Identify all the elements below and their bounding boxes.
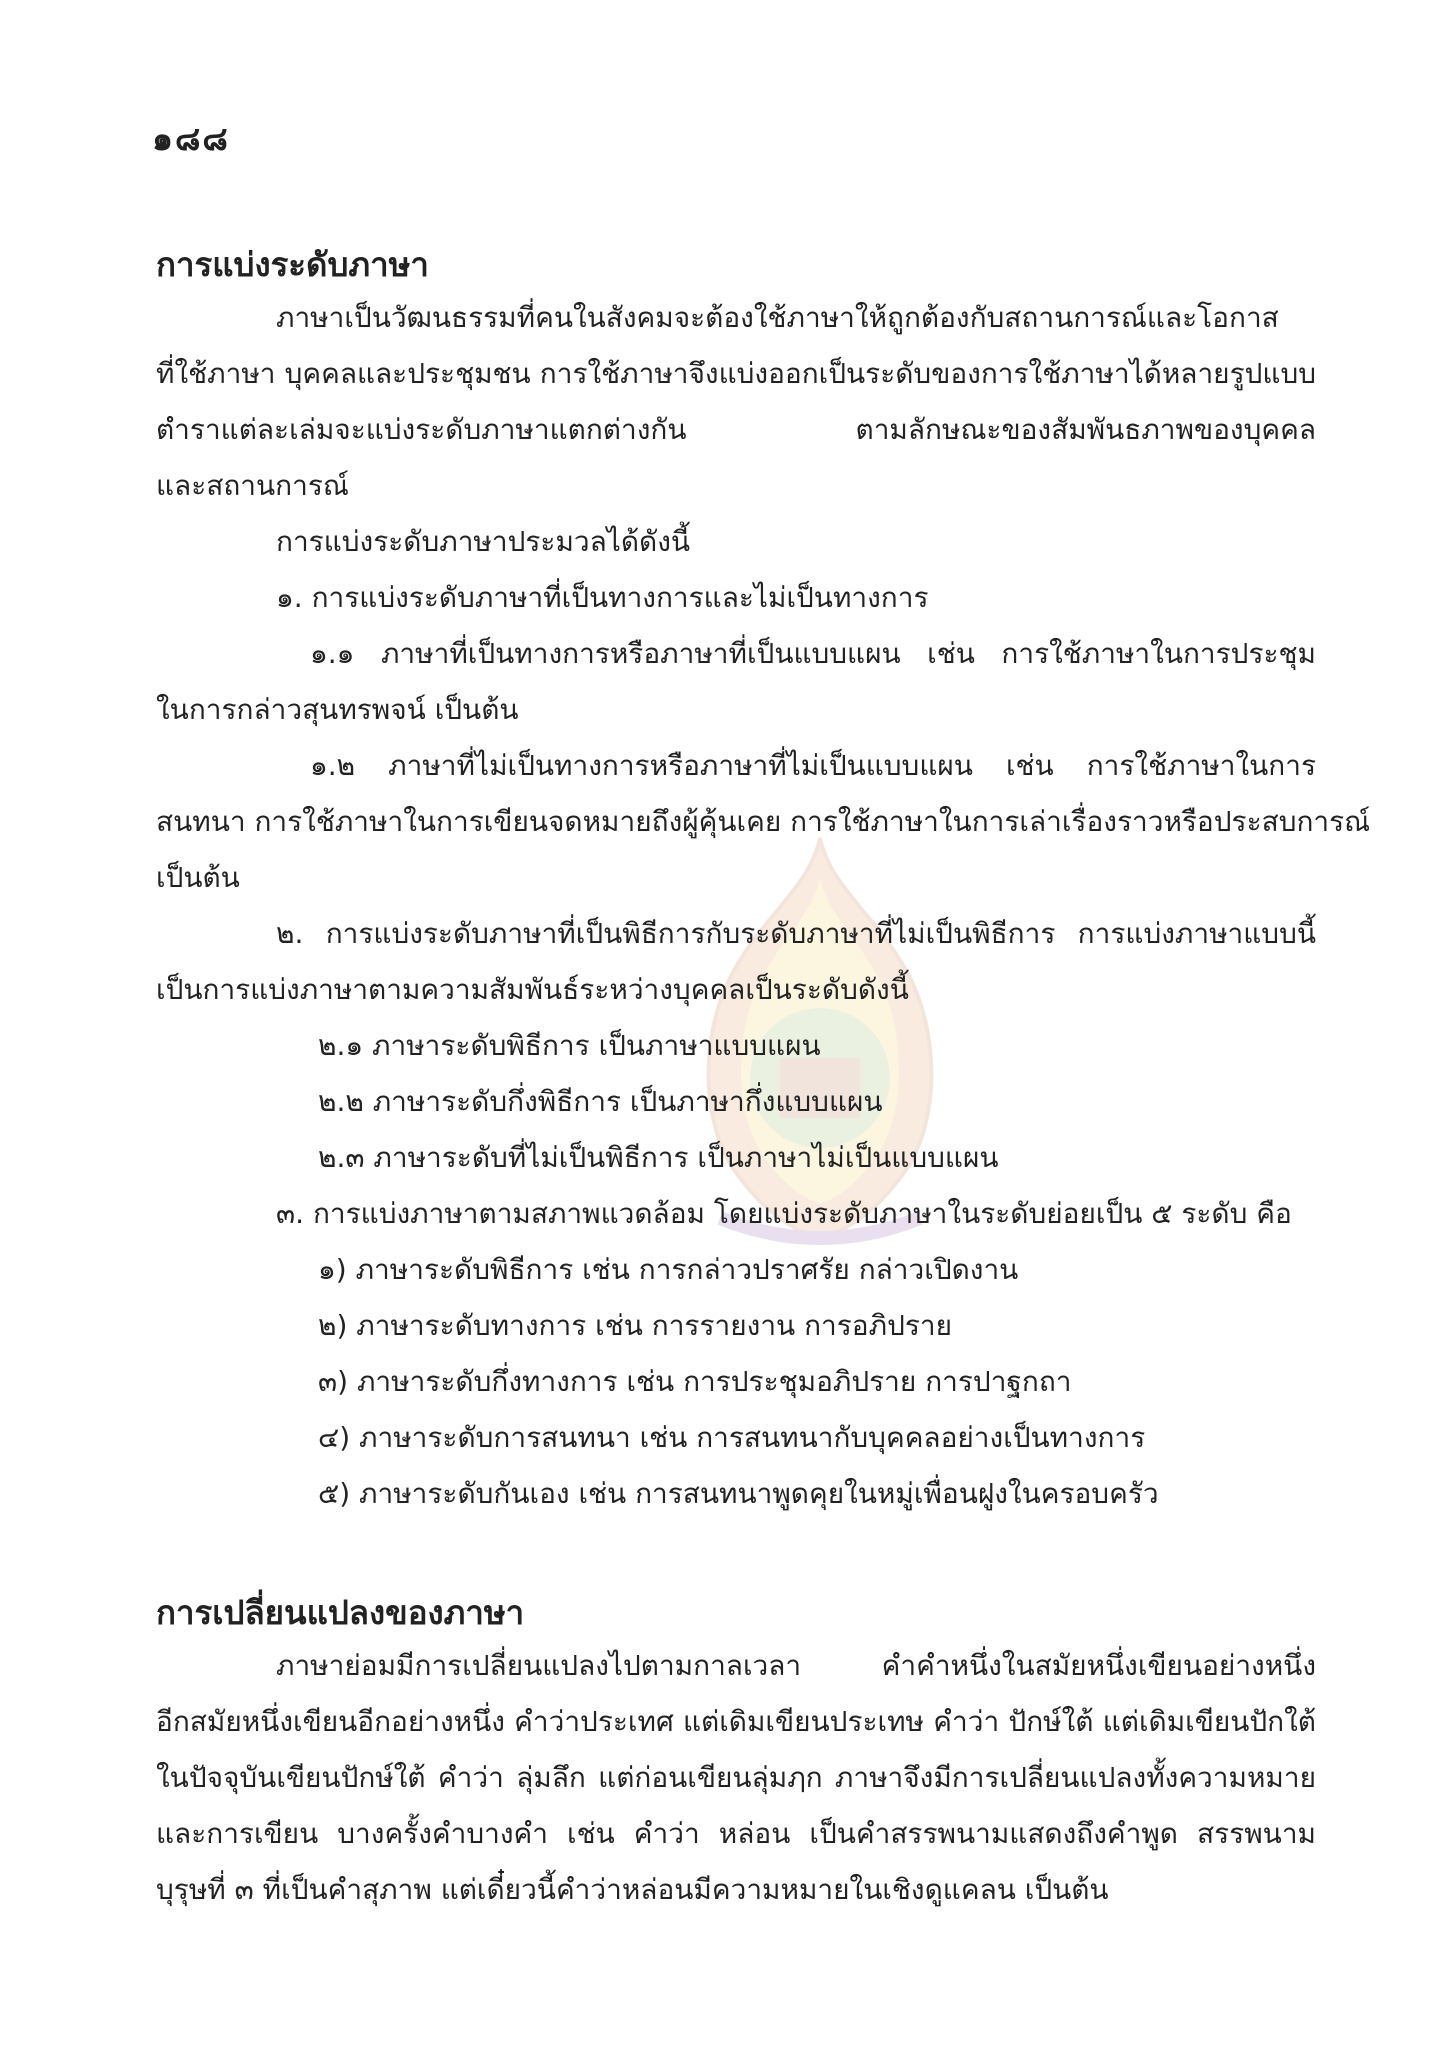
- sub-list-item: ๓) ภาษาระดับกึ่งทางการ เช่น การประชุมอภิปราย การปาฐกถา: [318, 1365, 1072, 1398]
- list-item-continuation: เป็นการแบ่งภาษาตามความสัมพันธ์ระหว่างบุคคลเป็นระดับดังนี้: [156, 973, 909, 1006]
- list-item: ๒. การแบ่งระดับภาษาที่เป็นพิธีการกับระดับภาษาที่ไม่เป็นพิธีการ การแบ่งภาษาแบบนี้: [276, 917, 1316, 950]
- section-heading-language-change: การเปลี่ยนแปลงของภาษา: [156, 1593, 525, 1632]
- section-heading-language-levels: การแบ่งระดับภาษา: [156, 245, 429, 284]
- list-item-continuation: สนทนา การใช้ภาษาในการเขียนจดหมายถึงผู้คุ้นเคย การใช้ภาษาในการเล่าเรื่องราวหรือประสบการณ์: [156, 805, 1371, 838]
- sub-list-item: ๒) ภาษาระดับทางการ เช่น การรายงาน การอภิปราย: [318, 1309, 953, 1342]
- sub-list-item: ๑) ภาษาระดับพิธีการ เช่น การกล่าวปราศรัย กล่าวเปิดงาน: [318, 1253, 1019, 1286]
- list-item: ๑.๑ ภาษาที่เป็นทางการหรือภาษาที่เป็นแบบแผน เช่น การใช้ภาษาในการประชุม: [310, 637, 1316, 670]
- paragraph-line: ภาษาเป็นวัฒนธรรมที่คนในสังคมจะต้องใช้ภาษาให้ถูกต้องกับสถานการณ์และโอกาส: [276, 301, 1279, 334]
- paragraph-line: และการเขียน บางครั้งคำบางคำ เช่น คำว่า หล่อน เป็นคำสรรพนามแสดงถึงคำพูด สรรพนาม: [156, 1817, 1316, 1850]
- paragraph-line: ภาษาย่อมมีการเปลี่ยนแปลงไปตามกาลเวลา คำคำหนึ่งในสมัยหนึ่งเขียนอย่างหนึ่ง: [276, 1649, 1316, 1682]
- list-item: ๑.๒ ภาษาที่ไม่เป็นทางการหรือภาษาที่ไม่เป็นแบบแผน เช่น การใช้ภาษาในการ: [310, 749, 1316, 782]
- list-item: ๓. การแบ่งภาษาตามสภาพแวดล้อม โดยแบ่งระดับภาษาในระดับย่อยเป็น ๕ ระดับ คือ: [276, 1197, 1292, 1230]
- paragraph-line: ตำราแต่ละเล่มจะแบ่งระดับภาษาแตกต่างกัน ตามลักษณะของสัมพันธภาพของบุคคล: [156, 413, 1316, 446]
- sub-list-item: ๒.๓ ภาษาระดับที่ไม่เป็นพิธีการ เป็นภาษาไม่เป็นแบบแผน: [318, 1141, 999, 1174]
- paragraph-line: ที่ใช้ภาษา บุคคลและประชุมชน การใช้ภาษาจึงแบ่งออกเป็นระดับของการใช้ภาษาได้หลายรูปแบบ: [156, 357, 1316, 390]
- list-item: ๑. การแบ่งระดับภาษาที่เป็นทางการและไม่เป็นทางการ: [276, 581, 929, 614]
- page-number: ๑๘๘: [152, 119, 230, 158]
- list-item-continuation: ในการกล่าวสุนทรพจน์ เป็นต้น: [156, 693, 519, 726]
- sub-list-item: ๒.๑ ภาษาระดับพิธีการ เป็นภาษาแบบแผน: [318, 1029, 821, 1062]
- summary-line: การแบ่งระดับภาษาประมวลได้ดังนี้: [276, 525, 691, 558]
- paragraph-line: อีกสมัยหนึ่งเขียนอีกอย่างหนึ่ง คำว่าประเทศ แต่เดิมเขียนประเทษ คำว่า ปักษ์ใต้ แต่เดิมเขียนปักใต้: [156, 1705, 1316, 1738]
- sub-list-item: ๒.๒ ภาษาระดับกึ่งพิธีการ เป็นภาษากึ่งแบบแผน: [318, 1085, 883, 1118]
- paragraph-line: บุรุษที่ ๓ ที่เป็นคำสุภาพ แต่เดี๋ยวนี้คำว่าหล่อนมีความหมายในเชิงดูแคลน เป็นต้น: [156, 1873, 1109, 1906]
- sub-list-item: ๔) ภาษาระดับการสนทนา เช่น การสนทนากับบุคคลอย่างเป็นทางการ: [318, 1421, 1146, 1454]
- paragraph-line: ในปัจจุบันเขียนปักษ์ใต้ คำว่า ลุ่มลึก แต่ก่อนเขียนลุ่มฦก ภาษาจึงมีการเปลี่ยนแปลงทั้งความหมาย: [156, 1761, 1316, 1794]
- list-item-continuation: เป็นต้น: [156, 861, 240, 894]
- paragraph-line: และสถานการณ์: [156, 469, 349, 502]
- sub-list-item: ๕) ภาษาระดับกันเอง เช่น การสนทนาพูดคุยในหมู่เพื่อนฝูงในครอบครัว: [318, 1477, 1159, 1510]
